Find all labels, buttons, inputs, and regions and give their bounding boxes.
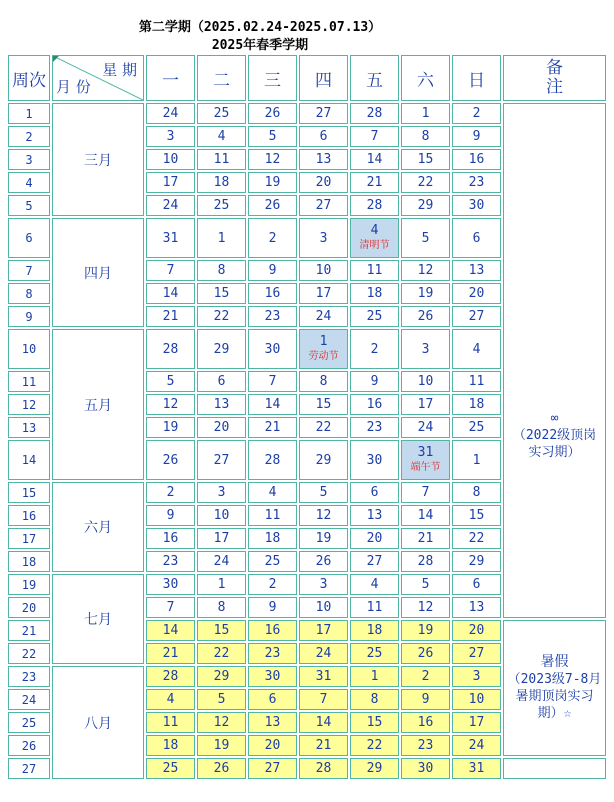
date-cell: 3 — [299, 218, 348, 258]
date-cell: 20 — [197, 417, 246, 438]
week-row — [8, 103, 606, 124]
holiday-cell — [299, 329, 348, 369]
empty-note-cell — [503, 758, 606, 779]
date-cell: 28 — [248, 440, 297, 480]
date-cell: 24 — [401, 417, 450, 438]
date-cell: 27 — [452, 306, 501, 327]
date-cell: 29 — [197, 666, 246, 687]
date-cell: 6 — [197, 371, 246, 392]
month-cell: 四月 — [52, 218, 144, 327]
week-number: 18 — [8, 551, 50, 572]
date-cell: 21 — [146, 306, 195, 327]
date-cell: 13 — [452, 260, 501, 281]
date-cell: 3 — [401, 329, 450, 369]
date-cell: 23 — [401, 735, 450, 756]
date-cell: 11 — [248, 505, 297, 526]
date-cell: 22 — [401, 172, 450, 193]
holiday-name: 清明节 — [359, 240, 390, 251]
date-cell: 25 — [350, 643, 399, 664]
date-cell: 25 — [248, 551, 297, 572]
date-cell: 18 — [350, 283, 399, 304]
date-cell: 1 — [452, 440, 501, 480]
date-cell: 25 — [146, 758, 195, 779]
week-number: 6 — [8, 218, 50, 258]
date-cell: 2 — [401, 666, 450, 687]
date-cell: 21 — [146, 643, 195, 664]
date-cell: 15 — [197, 283, 246, 304]
date-cell: 9 — [350, 371, 399, 392]
date-cell: 16 — [401, 712, 450, 733]
date-cell: 20 — [452, 620, 501, 641]
date-cell: 16 — [452, 149, 501, 170]
week-number-header: 周次 — [8, 55, 50, 101]
internship-note — [503, 103, 606, 618]
date-cell: 26 — [299, 551, 348, 572]
week-number: 5 — [8, 195, 50, 216]
date-cell: 23 — [350, 417, 399, 438]
date-cell: 23 — [248, 306, 297, 327]
date-cell: 21 — [350, 172, 399, 193]
date-cell: 21 — [248, 417, 297, 438]
holiday-cell — [401, 440, 450, 480]
day-header-sun: 日 — [452, 55, 501, 101]
date-number: 31 — [417, 445, 434, 460]
date-cell: 17 — [197, 528, 246, 549]
date-cell: 31 — [452, 758, 501, 779]
date-cell: 3 — [299, 574, 348, 595]
date-cell: 11 — [452, 371, 501, 392]
date-cell: 14 — [401, 505, 450, 526]
date-cell: 28 — [146, 666, 195, 687]
date-cell: 27 — [350, 551, 399, 572]
date-cell: 15 — [350, 712, 399, 733]
day-header-mon: 一 — [146, 55, 195, 101]
date-cell: 15 — [197, 620, 246, 641]
date-cell: 13 — [452, 597, 501, 618]
notes-header-text: 备 注 — [546, 58, 563, 97]
date-cell: 30 — [248, 329, 297, 369]
week-number: 2 — [8, 126, 50, 147]
date-cell: 6 — [299, 126, 348, 147]
date-cell: 6 — [248, 689, 297, 710]
date-cell: 1 — [401, 103, 450, 124]
day-header-tue: 二 — [197, 55, 246, 101]
date-cell: 27 — [299, 103, 348, 124]
week-number: 14 — [8, 440, 50, 480]
date-cell: 9 — [401, 689, 450, 710]
date-cell: 8 — [452, 482, 501, 503]
summer-vacation-title: 暑假 — [540, 654, 569, 670]
date-cell: 5 — [299, 482, 348, 503]
date-cell: 2 — [452, 103, 501, 124]
date-cell: 23 — [146, 551, 195, 572]
date-cell: 17 — [401, 394, 450, 415]
date-cell: 22 — [197, 306, 246, 327]
date-cell: 31 — [146, 218, 195, 258]
week-number: 3 — [8, 149, 50, 170]
date-cell: 9 — [452, 126, 501, 147]
date-cell: 22 — [299, 417, 348, 438]
week-number: 8 — [8, 283, 50, 304]
date-cell: 27 — [248, 758, 297, 779]
date-cell: 19 — [401, 283, 450, 304]
month-cell: 七月 — [52, 574, 144, 664]
date-cell: 6 — [350, 482, 399, 503]
weekday-label: 星 期 — [102, 61, 137, 79]
date-cell: 30 — [146, 574, 195, 595]
date-cell: 18 — [146, 735, 195, 756]
date-cell: 2 — [248, 218, 297, 258]
date-cell: 8 — [401, 126, 450, 147]
week-number: 20 — [8, 597, 50, 618]
date-cell: 7 — [401, 482, 450, 503]
date-cell: 21 — [401, 528, 450, 549]
date-cell: 30 — [452, 195, 501, 216]
date-cell: 17 — [299, 283, 348, 304]
date-cell: 24 — [452, 735, 501, 756]
date-cell: 16 — [248, 283, 297, 304]
date-cell: 13 — [248, 712, 297, 733]
week-number: 13 — [8, 417, 50, 438]
week-number: 21 — [8, 620, 50, 641]
date-cell: 8 — [350, 689, 399, 710]
date-cell: 9 — [248, 260, 297, 281]
date-cell: 26 — [401, 306, 450, 327]
date-cell: 26 — [248, 195, 297, 216]
date-cell: 30 — [401, 758, 450, 779]
date-cell: 12 — [299, 505, 348, 526]
weekday-month-header — [52, 55, 144, 101]
date-cell: 8 — [197, 597, 246, 618]
date-cell: 11 — [350, 597, 399, 618]
calendar-subtitle: 2025年春季学期 — [211, 38, 309, 53]
date-cell: 24 — [146, 103, 195, 124]
date-cell: 25 — [197, 103, 246, 124]
week-number: 24 — [8, 689, 50, 710]
date-cell: 19 — [299, 528, 348, 549]
date-cell: 20 — [248, 735, 297, 756]
week-number: 4 — [8, 172, 50, 193]
date-cell: 14 — [248, 394, 297, 415]
date-cell: 5 — [401, 574, 450, 595]
week-number: 22 — [8, 643, 50, 664]
date-cell: 19 — [248, 172, 297, 193]
date-cell: 16 — [350, 394, 399, 415]
date-cell: 20 — [452, 283, 501, 304]
date-cell: 2 — [248, 574, 297, 595]
date-cell: 10 — [146, 149, 195, 170]
date-cell: 15 — [452, 505, 501, 526]
date-cell: 10 — [401, 371, 450, 392]
date-cell: 13 — [197, 394, 246, 415]
date-cell: 14 — [350, 149, 399, 170]
date-cell: 5 — [197, 689, 246, 710]
date-cell: 27 — [299, 195, 348, 216]
date-cell: 11 — [197, 149, 246, 170]
summer-vacation-detail: （2023级7-8月暑期顶岗实习期）☆ — [507, 672, 602, 721]
date-cell: 19 — [197, 735, 246, 756]
date-cell: 28 — [299, 758, 348, 779]
infinity-symbol: ∞ — [550, 411, 559, 426]
date-cell: 1 — [197, 218, 246, 258]
date-cell: 3 — [146, 126, 195, 147]
date-cell: 26 — [401, 643, 450, 664]
day-header-fri: 五 — [350, 55, 399, 101]
date-cell: 4 — [452, 329, 501, 369]
week-number: 27 — [8, 758, 50, 779]
date-cell: 4 — [350, 574, 399, 595]
date-cell: 17 — [299, 620, 348, 641]
date-cell: 10 — [299, 597, 348, 618]
date-cell: 2 — [146, 482, 195, 503]
week-number: 10 — [8, 329, 50, 369]
date-cell: 28 — [401, 551, 450, 572]
week-number: 19 — [8, 574, 50, 595]
date-cell: 29 — [350, 758, 399, 779]
date-cell: 28 — [350, 195, 399, 216]
date-cell: 24 — [197, 551, 246, 572]
date-cell: 22 — [452, 528, 501, 549]
date-cell: 11 — [146, 712, 195, 733]
date-cell: 26 — [146, 440, 195, 480]
date-cell: 5 — [248, 126, 297, 147]
date-cell: 20 — [299, 172, 348, 193]
date-cell: 1 — [197, 574, 246, 595]
month-cell: 八月 — [52, 666, 144, 779]
date-cell: 23 — [452, 172, 501, 193]
date-cell: 30 — [350, 440, 399, 480]
date-cell: 14 — [146, 283, 195, 304]
date-cell: 24 — [146, 195, 195, 216]
date-cell: 21 — [299, 735, 348, 756]
date-number: 1 — [319, 334, 328, 349]
notes-header — [503, 55, 606, 101]
date-cell: 24 — [299, 306, 348, 327]
week-number: 16 — [8, 505, 50, 526]
day-header-sat: 六 — [401, 55, 450, 101]
date-cell: 26 — [197, 758, 246, 779]
date-cell: 17 — [146, 172, 195, 193]
month-cell: 三月 — [52, 103, 144, 216]
week-number: 12 — [8, 394, 50, 415]
week-number: 7 — [8, 260, 50, 281]
date-cell: 12 — [248, 149, 297, 170]
date-cell: 22 — [197, 643, 246, 664]
date-cell: 14 — [146, 620, 195, 641]
date-cell: 11 — [350, 260, 399, 281]
month-cell: 五月 — [52, 329, 144, 480]
date-cell: 29 — [401, 195, 450, 216]
date-cell: 29 — [452, 551, 501, 572]
date-cell: 27 — [197, 440, 246, 480]
date-cell: 2 — [350, 329, 399, 369]
date-cell: 26 — [248, 103, 297, 124]
week-number: 11 — [8, 371, 50, 392]
date-cell: 12 — [146, 394, 195, 415]
date-cell: 24 — [299, 643, 348, 664]
date-cell: 1 — [350, 666, 399, 687]
month-cell: 六月 — [52, 482, 144, 572]
date-cell: 29 — [299, 440, 348, 480]
header-row — [8, 55, 606, 101]
date-cell: 28 — [350, 103, 399, 124]
date-cell: 25 — [350, 306, 399, 327]
week-number: 9 — [8, 306, 50, 327]
week-number: 15 — [8, 482, 50, 503]
date-cell: 3 — [452, 666, 501, 687]
date-cell: 9 — [248, 597, 297, 618]
date-cell: 7 — [146, 260, 195, 281]
internship-note-text: （2022级顶岗实习期） — [512, 428, 597, 460]
date-cell: 18 — [197, 172, 246, 193]
holiday-name: 劳动节 — [308, 351, 339, 362]
week-number: 23 — [8, 666, 50, 687]
date-cell: 10 — [197, 505, 246, 526]
date-cell: 13 — [350, 505, 399, 526]
date-cell: 7 — [146, 597, 195, 618]
week-number: 1 — [8, 103, 50, 124]
date-cell: 4 — [146, 689, 195, 710]
date-cell: 18 — [350, 620, 399, 641]
date-cell: 29 — [197, 329, 246, 369]
day-header-thu: 四 — [299, 55, 348, 101]
date-cell: 31 — [299, 666, 348, 687]
day-header-wed: 三 — [248, 55, 297, 101]
date-cell: 30 — [248, 666, 297, 687]
calendar-title: 第二学期（2025.02.24-2025.07.13） — [138, 20, 382, 35]
month-label: 月 份 — [56, 78, 91, 96]
date-cell: 16 — [248, 620, 297, 641]
school-calendar-table — [6, 53, 608, 781]
date-cell: 9 — [146, 505, 195, 526]
week-number: 25 — [8, 712, 50, 733]
date-cell: 18 — [452, 394, 501, 415]
week-number: 17 — [8, 528, 50, 549]
date-cell: 25 — [452, 417, 501, 438]
date-cell: 25 — [197, 195, 246, 216]
date-cell: 20 — [350, 528, 399, 549]
date-cell: 5 — [401, 218, 450, 258]
date-cell: 8 — [197, 260, 246, 281]
date-cell: 18 — [248, 528, 297, 549]
week-number: 26 — [8, 735, 50, 756]
date-cell: 17 — [452, 712, 501, 733]
date-cell: 12 — [401, 597, 450, 618]
date-cell: 16 — [146, 528, 195, 549]
date-cell: 10 — [452, 689, 501, 710]
date-cell: 3 — [197, 482, 246, 503]
date-number: 4 — [370, 223, 379, 238]
date-cell: 7 — [350, 126, 399, 147]
date-cell: 4 — [197, 126, 246, 147]
date-cell: 27 — [452, 643, 501, 664]
date-cell: 28 — [146, 329, 195, 369]
date-cell: 12 — [197, 712, 246, 733]
date-cell: 23 — [248, 643, 297, 664]
date-cell: 7 — [248, 371, 297, 392]
date-cell: 19 — [401, 620, 450, 641]
date-cell: 19 — [146, 417, 195, 438]
date-cell: 13 — [299, 149, 348, 170]
date-cell: 15 — [401, 149, 450, 170]
holiday-cell — [350, 218, 399, 258]
date-cell: 8 — [299, 371, 348, 392]
date-cell: 7 — [299, 689, 348, 710]
date-cell: 14 — [299, 712, 348, 733]
date-cell: 6 — [452, 574, 501, 595]
holiday-name: 端午节 — [410, 462, 441, 473]
date-cell: 6 — [452, 218, 501, 258]
date-cell: 4 — [248, 482, 297, 503]
date-cell: 15 — [299, 394, 348, 415]
date-cell: 10 — [299, 260, 348, 281]
date-cell: 12 — [401, 260, 450, 281]
date-cell: 22 — [350, 735, 399, 756]
date-cell: 5 — [146, 371, 195, 392]
summer-vacation-note — [503, 620, 606, 756]
